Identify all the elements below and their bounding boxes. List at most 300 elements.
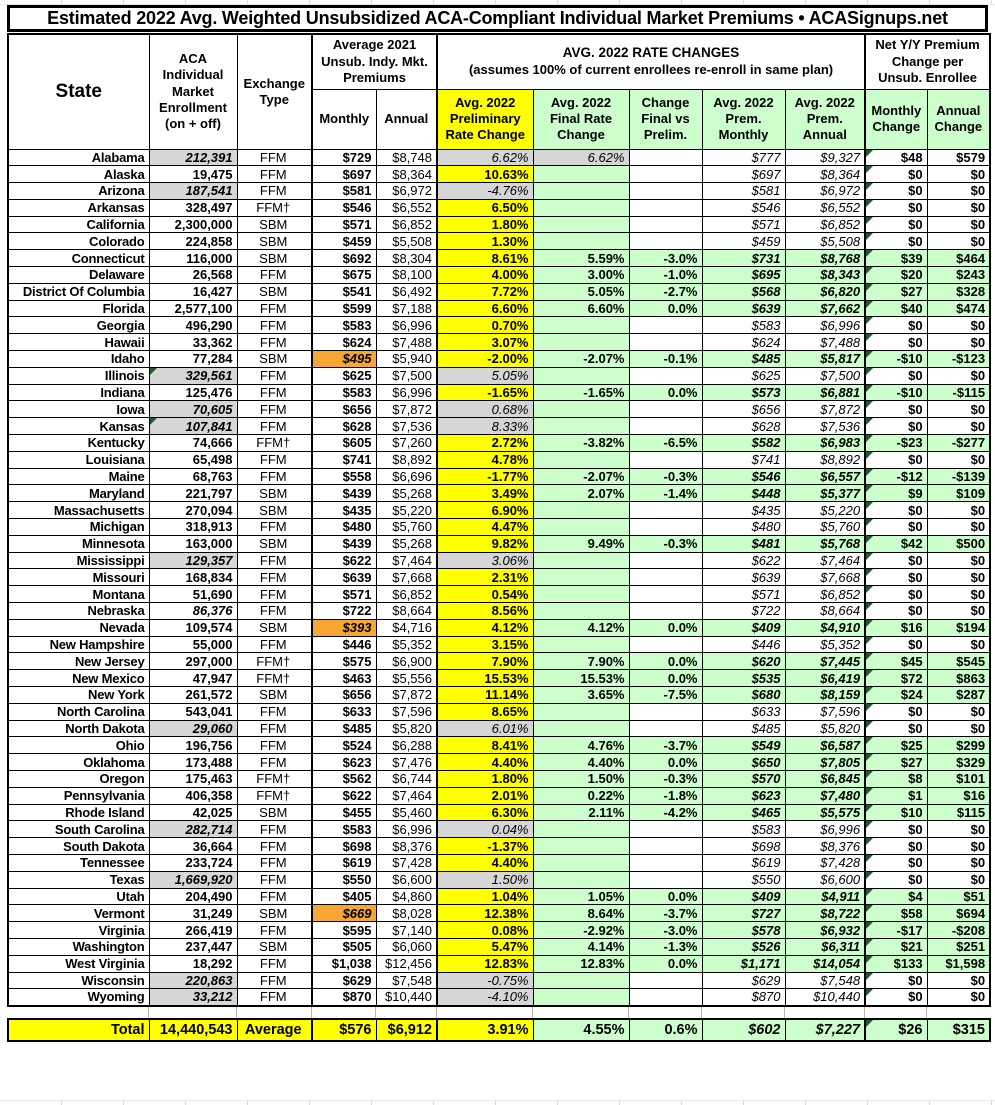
- cell-state[interactable]: New Hampshire: [8, 636, 149, 653]
- cell-change-final-vs-prelim[interactable]: [629, 636, 702, 653]
- cell-final-rate-change[interactable]: 1.05%: [533, 888, 629, 905]
- cell-annual-2021[interactable]: $5,268: [376, 535, 437, 552]
- cell-monthly-2021[interactable]: $581: [312, 183, 376, 200]
- cell-enrollment[interactable]: 163,000: [149, 535, 237, 552]
- cell-monthly-2021[interactable]: $595: [312, 922, 376, 939]
- cell-monthly-change[interactable]: $10: [865, 804, 927, 821]
- cell-change-final-vs-prelim[interactable]: 0.0%: [629, 888, 702, 905]
- cell-state[interactable]: Indiana: [8, 384, 149, 401]
- cell-prem-monthly-2022[interactable]: $583: [702, 821, 785, 838]
- cell-prelim-rate-change[interactable]: -0.75%: [437, 972, 533, 989]
- cell-monthly-2021[interactable]: $698: [312, 838, 376, 855]
- cell-prem-monthly-2022[interactable]: $639: [702, 569, 785, 586]
- cell-state[interactable]: Washington: [8, 938, 149, 955]
- cell-monthly-change[interactable]: -$10: [865, 384, 927, 401]
- cell-prelim-rate-change[interactable]: -4.76%: [437, 183, 533, 200]
- cell-final-rate-change[interactable]: 4.76%: [533, 737, 629, 754]
- cell-final-rate-change[interactable]: 5.05%: [533, 283, 629, 300]
- cell-annual-2021[interactable]: $6,552: [376, 199, 437, 216]
- cell-prelim-rate-change[interactable]: 6.90%: [437, 502, 533, 519]
- cell-monthly-2021[interactable]: $546: [312, 199, 376, 216]
- total-exchange-average-label[interactable]: Average: [237, 1019, 312, 1041]
- cell-monthly-change[interactable]: $0: [865, 989, 927, 1006]
- cell-prem-annual-2022[interactable]: $6,852: [785, 216, 865, 233]
- cell-monthly-2021[interactable]: $446: [312, 636, 376, 653]
- cell-state[interactable]: Montana: [8, 586, 149, 603]
- total-enrollment[interactable]: 14,440,543: [149, 1019, 237, 1041]
- cell-prelim-rate-change[interactable]: 0.70%: [437, 317, 533, 334]
- cell-enrollment[interactable]: 187,541: [149, 183, 237, 200]
- cell-exchange-type[interactable]: FFM: [237, 922, 312, 939]
- cell-prem-monthly-2022[interactable]: $448: [702, 485, 785, 502]
- cell-final-rate-change[interactable]: [533, 183, 629, 200]
- cell-monthly-2021[interactable]: $605: [312, 435, 376, 452]
- cell-change-final-vs-prelim[interactable]: [629, 586, 702, 603]
- cell-prem-annual-2022[interactable]: $7,464: [785, 552, 865, 569]
- cell-prem-monthly-2022[interactable]: $697: [702, 166, 785, 183]
- cell-exchange-type[interactable]: FFM: [237, 955, 312, 972]
- cell-exchange-type[interactable]: FFM†: [237, 435, 312, 452]
- cell-state[interactable]: Oklahoma: [8, 754, 149, 771]
- cell-annual-2021[interactable]: $6,996: [376, 384, 437, 401]
- cell-monthly-2021[interactable]: $625: [312, 367, 376, 384]
- cell-prem-monthly-2022[interactable]: $571: [702, 586, 785, 603]
- cell-annual-2021[interactable]: $5,508: [376, 233, 437, 250]
- cell-state[interactable]: Missouri: [8, 569, 149, 586]
- cell-prelim-rate-change[interactable]: 5.47%: [437, 938, 533, 955]
- cell-monthly-change[interactable]: $0: [865, 451, 927, 468]
- cell-annual-change[interactable]: -$277: [927, 435, 990, 452]
- cell-enrollment[interactable]: 31,249: [149, 905, 237, 922]
- cell-prem-annual-2022[interactable]: $7,596: [785, 703, 865, 720]
- cell-exchange-type[interactable]: FFM: [237, 166, 312, 183]
- cell-annual-2021[interactable]: $8,028: [376, 905, 437, 922]
- cell-enrollment[interactable]: 74,666: [149, 435, 237, 452]
- cell-prem-annual-2022[interactable]: $4,911: [785, 888, 865, 905]
- cell-annual-change[interactable]: $545: [927, 653, 990, 670]
- cell-monthly-change[interactable]: $0: [865, 183, 927, 200]
- cell-annual-2021[interactable]: $7,260: [376, 435, 437, 452]
- cell-monthly-change[interactable]: $0: [865, 871, 927, 888]
- cell-prem-monthly-2022[interactable]: $578: [702, 922, 785, 939]
- cell-enrollment[interactable]: 65,498: [149, 451, 237, 468]
- cell-state[interactable]: Utah: [8, 888, 149, 905]
- cell-prem-annual-2022[interactable]: $7,662: [785, 300, 865, 317]
- cell-state[interactable]: Pennsylvania: [8, 787, 149, 804]
- cell-prem-monthly-2022[interactable]: $1,171: [702, 955, 785, 972]
- cell-monthly-change[interactable]: $0: [865, 367, 927, 384]
- cell-annual-change[interactable]: $0: [927, 502, 990, 519]
- cell-monthly-change[interactable]: $0: [865, 586, 927, 603]
- cell-state[interactable]: Hawaii: [8, 334, 149, 351]
- cell-exchange-type[interactable]: FFM: [237, 871, 312, 888]
- cell-prem-monthly-2022[interactable]: $622: [702, 552, 785, 569]
- cell-exchange-type[interactable]: FFM: [237, 838, 312, 855]
- cell-state[interactable]: Oregon: [8, 770, 149, 787]
- cell-final-rate-change[interactable]: 0.22%: [533, 787, 629, 804]
- cell-annual-change[interactable]: $329: [927, 754, 990, 771]
- cell-monthly-change[interactable]: $0: [865, 166, 927, 183]
- cell-annual-change[interactable]: $0: [927, 821, 990, 838]
- cell-monthly-change[interactable]: $0: [865, 703, 927, 720]
- cell-prelim-rate-change[interactable]: 12.83%: [437, 955, 533, 972]
- cell-prem-annual-2022[interactable]: $6,820: [785, 283, 865, 300]
- cell-final-rate-change[interactable]: [533, 636, 629, 653]
- cell-prem-annual-2022[interactable]: $7,668: [785, 569, 865, 586]
- cell-exchange-type[interactable]: FFM: [237, 754, 312, 771]
- cell-monthly-change[interactable]: $58: [865, 905, 927, 922]
- cell-change-final-vs-prelim[interactable]: [629, 216, 702, 233]
- cell-exchange-type[interactable]: FFM: [237, 401, 312, 418]
- cell-monthly-2021[interactable]: $455: [312, 804, 376, 821]
- cell-final-rate-change[interactable]: [533, 821, 629, 838]
- cell-prelim-rate-change[interactable]: 7.72%: [437, 283, 533, 300]
- cell-enrollment[interactable]: 86,376: [149, 603, 237, 620]
- cell-monthly-2021[interactable]: $697: [312, 166, 376, 183]
- cell-change-final-vs-prelim[interactable]: [629, 183, 702, 200]
- cell-monthly-change[interactable]: -$17: [865, 922, 927, 939]
- cell-prelim-rate-change[interactable]: 8.33%: [437, 418, 533, 435]
- cell-final-rate-change[interactable]: -3.82%: [533, 435, 629, 452]
- cell-exchange-type[interactable]: FFM: [237, 636, 312, 653]
- cell-monthly-2021[interactable]: $393: [312, 619, 376, 636]
- cell-prelim-rate-change[interactable]: 2.31%: [437, 569, 533, 586]
- cell-enrollment[interactable]: 266,419: [149, 922, 237, 939]
- cell-prelim-rate-change[interactable]: 10.63%: [437, 166, 533, 183]
- cell-annual-change[interactable]: $0: [927, 871, 990, 888]
- cell-annual-change[interactable]: $0: [927, 989, 990, 1006]
- cell-annual-2021[interactable]: $7,668: [376, 569, 437, 586]
- cell-enrollment[interactable]: 2,300,000: [149, 216, 237, 233]
- cell-exchange-type[interactable]: FFM: [237, 367, 312, 384]
- cell-annual-2021[interactable]: $7,536: [376, 418, 437, 435]
- cell-exchange-type[interactable]: FFM: [237, 267, 312, 284]
- cell-change-final-vs-prelim[interactable]: -0.3%: [629, 770, 702, 787]
- cell-change-final-vs-prelim[interactable]: [629, 334, 702, 351]
- cell-change-final-vs-prelim[interactable]: [629, 854, 702, 871]
- cell-annual-2021[interactable]: $5,820: [376, 720, 437, 737]
- cell-enrollment[interactable]: 19,475: [149, 166, 237, 183]
- cell-annual-2021[interactable]: $8,892: [376, 451, 437, 468]
- cell-prelim-rate-change[interactable]: 6.60%: [437, 300, 533, 317]
- cell-change-final-vs-prelim[interactable]: 0.0%: [629, 619, 702, 636]
- cell-monthly-change[interactable]: $27: [865, 754, 927, 771]
- cell-exchange-type[interactable]: FFM: [237, 569, 312, 586]
- cell-state[interactable]: Minnesota: [8, 535, 149, 552]
- cell-monthly-change[interactable]: $0: [865, 838, 927, 855]
- cell-annual-change[interactable]: $328: [927, 283, 990, 300]
- cell-final-rate-change[interactable]: 6.62%: [533, 149, 629, 166]
- cell-state[interactable]: Rhode Island: [8, 804, 149, 821]
- cell-change-final-vs-prelim[interactable]: -4.2%: [629, 804, 702, 821]
- cell-prem-monthly-2022[interactable]: $698: [702, 838, 785, 855]
- cell-state[interactable]: Ohio: [8, 737, 149, 754]
- cell-prem-annual-2022[interactable]: $7,480: [785, 787, 865, 804]
- cell-prem-annual-2022[interactable]: $5,220: [785, 502, 865, 519]
- cell-exchange-type[interactable]: FFM: [237, 603, 312, 620]
- cell-prem-monthly-2022[interactable]: $722: [702, 603, 785, 620]
- cell-annual-2021[interactable]: $6,900: [376, 653, 437, 670]
- cell-enrollment[interactable]: 109,574: [149, 619, 237, 636]
- cell-annual-2021[interactable]: $5,268: [376, 485, 437, 502]
- cell-annual-change[interactable]: $0: [927, 854, 990, 871]
- cell-prelim-rate-change[interactable]: 6.30%: [437, 804, 533, 821]
- cell-prem-monthly-2022[interactable]: $546: [702, 468, 785, 485]
- cell-state[interactable]: Tennessee: [8, 854, 149, 871]
- cell-monthly-2021[interactable]: $485: [312, 720, 376, 737]
- cell-state[interactable]: Mississippi: [8, 552, 149, 569]
- cell-prem-monthly-2022[interactable]: $727: [702, 905, 785, 922]
- cell-monthly-change[interactable]: $0: [865, 199, 927, 216]
- cell-state[interactable]: Idaho: [8, 351, 149, 368]
- cell-prem-annual-2022[interactable]: $6,983: [785, 435, 865, 452]
- cell-annual-2021[interactable]: $6,696: [376, 468, 437, 485]
- cell-final-rate-change[interactable]: 9.49%: [533, 535, 629, 552]
- cell-prem-monthly-2022[interactable]: $629: [702, 972, 785, 989]
- cell-exchange-type[interactable]: FFM†: [237, 670, 312, 687]
- cell-annual-change[interactable]: -$123: [927, 351, 990, 368]
- cell-prem-annual-2022[interactable]: $7,536: [785, 418, 865, 435]
- cell-state[interactable]: Arkansas: [8, 199, 149, 216]
- cell-monthly-change[interactable]: $24: [865, 687, 927, 704]
- cell-change-final-vs-prelim[interactable]: [629, 166, 702, 183]
- cell-state[interactable]: Alabama: [8, 149, 149, 166]
- cell-exchange-type[interactable]: FFM: [237, 317, 312, 334]
- cell-prelim-rate-change[interactable]: 3.49%: [437, 485, 533, 502]
- cell-change-final-vs-prelim[interactable]: 0.0%: [629, 653, 702, 670]
- cell-prem-annual-2022[interactable]: $7,872: [785, 401, 865, 418]
- cell-annual-2021[interactable]: $5,940: [376, 351, 437, 368]
- cell-change-final-vs-prelim[interactable]: -0.3%: [629, 468, 702, 485]
- cell-exchange-type[interactable]: FFM: [237, 737, 312, 754]
- cell-annual-change[interactable]: $0: [927, 418, 990, 435]
- cell-prelim-rate-change[interactable]: 3.06%: [437, 552, 533, 569]
- cell-final-rate-change[interactable]: [533, 216, 629, 233]
- cell-enrollment[interactable]: 77,284: [149, 351, 237, 368]
- cell-change-final-vs-prelim[interactable]: [629, 703, 702, 720]
- cell-prelim-rate-change[interactable]: 12.38%: [437, 905, 533, 922]
- total-annual-2021[interactable]: $6,912: [376, 1019, 437, 1041]
- cell-final-rate-change[interactable]: [533, 989, 629, 1006]
- cell-prem-annual-2022[interactable]: $5,817: [785, 351, 865, 368]
- cell-monthly-change[interactable]: $0: [865, 569, 927, 586]
- cell-prem-monthly-2022[interactable]: $731: [702, 250, 785, 267]
- cell-annual-2021[interactable]: $7,464: [376, 787, 437, 804]
- cell-monthly-2021[interactable]: $439: [312, 485, 376, 502]
- cell-monthly-2021[interactable]: $722: [312, 603, 376, 620]
- cell-monthly-2021[interactable]: $622: [312, 787, 376, 804]
- cell-exchange-type[interactable]: FFM: [237, 300, 312, 317]
- cell-exchange-type[interactable]: SBM: [237, 283, 312, 300]
- cell-monthly-2021[interactable]: $628: [312, 418, 376, 435]
- cell-monthly-2021[interactable]: $741: [312, 451, 376, 468]
- cell-prelim-rate-change[interactable]: 11.14%: [437, 687, 533, 704]
- cell-exchange-type[interactable]: FFM†: [237, 653, 312, 670]
- cell-prem-monthly-2022[interactable]: $625: [702, 367, 785, 384]
- cell-annual-2021[interactable]: $8,100: [376, 267, 437, 284]
- cell-annual-change[interactable]: -$139: [927, 468, 990, 485]
- cell-annual-2021[interactable]: $8,364: [376, 166, 437, 183]
- cell-monthly-change[interactable]: $27: [865, 283, 927, 300]
- cell-monthly-change[interactable]: $40: [865, 300, 927, 317]
- cell-annual-change[interactable]: $0: [927, 367, 990, 384]
- cell-prelim-rate-change[interactable]: 4.40%: [437, 754, 533, 771]
- cell-monthly-change[interactable]: $0: [865, 418, 927, 435]
- cell-prem-monthly-2022[interactable]: $656: [702, 401, 785, 418]
- cell-exchange-type[interactable]: SBM: [237, 535, 312, 552]
- cell-exchange-type[interactable]: FFM: [237, 821, 312, 838]
- cell-enrollment[interactable]: 543,041: [149, 703, 237, 720]
- cell-annual-change[interactable]: $0: [927, 720, 990, 737]
- cell-final-rate-change[interactable]: -2.92%: [533, 922, 629, 939]
- cell-final-rate-change[interactable]: [533, 233, 629, 250]
- cell-prelim-rate-change[interactable]: 8.56%: [437, 603, 533, 620]
- cell-annual-change[interactable]: $863: [927, 670, 990, 687]
- cell-exchange-type[interactable]: FFM: [237, 451, 312, 468]
- cell-prelim-rate-change[interactable]: 7.90%: [437, 653, 533, 670]
- cell-monthly-change[interactable]: $133: [865, 955, 927, 972]
- cell-prem-annual-2022[interactable]: $5,575: [785, 804, 865, 821]
- cell-enrollment[interactable]: 224,858: [149, 233, 237, 250]
- cell-change-final-vs-prelim[interactable]: 0.0%: [629, 754, 702, 771]
- cell-state[interactable]: New York: [8, 687, 149, 704]
- cell-exchange-type[interactable]: FFM: [237, 552, 312, 569]
- cell-prelim-rate-change[interactable]: -1.65%: [437, 384, 533, 401]
- cell-prem-monthly-2022[interactable]: $633: [702, 703, 785, 720]
- cell-monthly-2021[interactable]: $562: [312, 770, 376, 787]
- total-final-rate-change[interactable]: 4.55%: [533, 1019, 629, 1041]
- cell-state[interactable]: Kentucky: [8, 435, 149, 452]
- cell-prem-monthly-2022[interactable]: $571: [702, 216, 785, 233]
- cell-monthly-change[interactable]: $8: [865, 770, 927, 787]
- cell-exchange-type[interactable]: SBM: [237, 233, 312, 250]
- cell-prem-monthly-2022[interactable]: $568: [702, 283, 785, 300]
- cell-prelim-rate-change[interactable]: 1.04%: [437, 888, 533, 905]
- cell-annual-change[interactable]: $579: [927, 149, 990, 166]
- cell-change-final-vs-prelim[interactable]: [629, 149, 702, 166]
- cell-monthly-2021[interactable]: $524: [312, 737, 376, 754]
- cell-monthly-2021[interactable]: $675: [312, 267, 376, 284]
- cell-monthly-2021[interactable]: $439: [312, 535, 376, 552]
- cell-prem-annual-2022[interactable]: $5,768: [785, 535, 865, 552]
- cell-state[interactable]: Michigan: [8, 519, 149, 536]
- cell-prem-monthly-2022[interactable]: $650: [702, 754, 785, 771]
- cell-final-rate-change[interactable]: [533, 972, 629, 989]
- cell-final-rate-change[interactable]: -2.07%: [533, 468, 629, 485]
- cell-annual-change[interactable]: $109: [927, 485, 990, 502]
- cell-annual-change[interactable]: $0: [927, 569, 990, 586]
- cell-monthly-change[interactable]: $0: [865, 821, 927, 838]
- cell-annual-2021[interactable]: $7,548: [376, 972, 437, 989]
- cell-monthly-change[interactable]: $0: [865, 720, 927, 737]
- cell-monthly-2021[interactable]: $575: [312, 653, 376, 670]
- cell-prelim-rate-change[interactable]: 8.61%: [437, 250, 533, 267]
- cell-final-rate-change[interactable]: 3.00%: [533, 267, 629, 284]
- cell-monthly-2021[interactable]: $571: [312, 586, 376, 603]
- cell-annual-change[interactable]: $0: [927, 317, 990, 334]
- cell-annual-2021[interactable]: $7,140: [376, 922, 437, 939]
- cell-enrollment[interactable]: 16,427: [149, 283, 237, 300]
- cell-enrollment[interactable]: 220,863: [149, 972, 237, 989]
- cell-prelim-rate-change[interactable]: 0.68%: [437, 401, 533, 418]
- cell-prelim-rate-change[interactable]: 4.78%: [437, 451, 533, 468]
- cell-prem-annual-2022[interactable]: $7,805: [785, 754, 865, 771]
- cell-monthly-change[interactable]: $9: [865, 485, 927, 502]
- cell-monthly-2021[interactable]: $571: [312, 216, 376, 233]
- cell-state[interactable]: Massachusetts: [8, 502, 149, 519]
- cell-exchange-type[interactable]: FFM: [237, 972, 312, 989]
- cell-state[interactable]: Alaska: [8, 166, 149, 183]
- cell-monthly-2021[interactable]: $629: [312, 972, 376, 989]
- cell-prelim-rate-change[interactable]: 2.72%: [437, 435, 533, 452]
- cell-enrollment[interactable]: 42,025: [149, 804, 237, 821]
- cell-prem-annual-2022[interactable]: $7,500: [785, 367, 865, 384]
- cell-annual-change[interactable]: $0: [927, 972, 990, 989]
- cell-annual-change[interactable]: $243: [927, 267, 990, 284]
- cell-annual-2021[interactable]: $6,288: [376, 737, 437, 754]
- cell-enrollment[interactable]: 175,463: [149, 770, 237, 787]
- cell-enrollment[interactable]: 18,292: [149, 955, 237, 972]
- cell-prem-monthly-2022[interactable]: $620: [702, 653, 785, 670]
- cell-exchange-type[interactable]: SBM: [237, 905, 312, 922]
- cell-final-rate-change[interactable]: -1.65%: [533, 384, 629, 401]
- cell-change-final-vs-prelim[interactable]: [629, 871, 702, 888]
- cell-prem-annual-2022[interactable]: $6,587: [785, 737, 865, 754]
- cell-enrollment[interactable]: 406,358: [149, 787, 237, 804]
- cell-final-rate-change[interactable]: [533, 703, 629, 720]
- cell-state[interactable]: Iowa: [8, 401, 149, 418]
- cell-final-rate-change[interactable]: [533, 603, 629, 620]
- cell-enrollment[interactable]: 125,476: [149, 384, 237, 401]
- cell-final-rate-change[interactable]: 7.90%: [533, 653, 629, 670]
- cell-annual-2021[interactable]: $7,488: [376, 334, 437, 351]
- cell-annual-change[interactable]: $474: [927, 300, 990, 317]
- cell-annual-change[interactable]: $16: [927, 787, 990, 804]
- cell-state[interactable]: New Mexico: [8, 670, 149, 687]
- cell-monthly-change[interactable]: $0: [865, 334, 927, 351]
- cell-prem-annual-2022[interactable]: $7,428: [785, 854, 865, 871]
- cell-change-final-vs-prelim[interactable]: -6.5%: [629, 435, 702, 452]
- cell-prem-monthly-2022[interactable]: $777: [702, 149, 785, 166]
- cell-change-final-vs-prelim[interactable]: [629, 233, 702, 250]
- cell-prem-monthly-2022[interactable]: $550: [702, 871, 785, 888]
- cell-exchange-type[interactable]: FFM: [237, 418, 312, 435]
- cell-change-final-vs-prelim[interactable]: -3.0%: [629, 250, 702, 267]
- cell-enrollment[interactable]: 70,605: [149, 401, 237, 418]
- cell-prelim-rate-change[interactable]: 9.82%: [437, 535, 533, 552]
- cell-exchange-type[interactable]: FFM†: [237, 770, 312, 787]
- cell-prem-annual-2022[interactable]: $6,932: [785, 922, 865, 939]
- cell-monthly-change[interactable]: $45: [865, 653, 927, 670]
- cell-annual-change[interactable]: $0: [927, 166, 990, 183]
- cell-prem-annual-2022[interactable]: $6,996: [785, 317, 865, 334]
- cell-state[interactable]: Colorado: [8, 233, 149, 250]
- cell-enrollment[interactable]: 212,391: [149, 149, 237, 166]
- cell-annual-change[interactable]: $251: [927, 938, 990, 955]
- cell-prem-monthly-2022[interactable]: $446: [702, 636, 785, 653]
- cell-annual-change[interactable]: $694: [927, 905, 990, 922]
- cell-enrollment[interactable]: 47,947: [149, 670, 237, 687]
- cell-state[interactable]: Virginia: [8, 922, 149, 939]
- cell-prem-annual-2022[interactable]: $6,845: [785, 770, 865, 787]
- cell-prem-annual-2022[interactable]: $6,972: [785, 183, 865, 200]
- cell-final-rate-change[interactable]: [533, 569, 629, 586]
- cell-monthly-change[interactable]: $0: [865, 401, 927, 418]
- cell-annual-change[interactable]: $0: [927, 401, 990, 418]
- cell-enrollment[interactable]: 51,690: [149, 586, 237, 603]
- cell-annual-change[interactable]: $101: [927, 770, 990, 787]
- cell-annual-2021[interactable]: $10,440: [376, 989, 437, 1006]
